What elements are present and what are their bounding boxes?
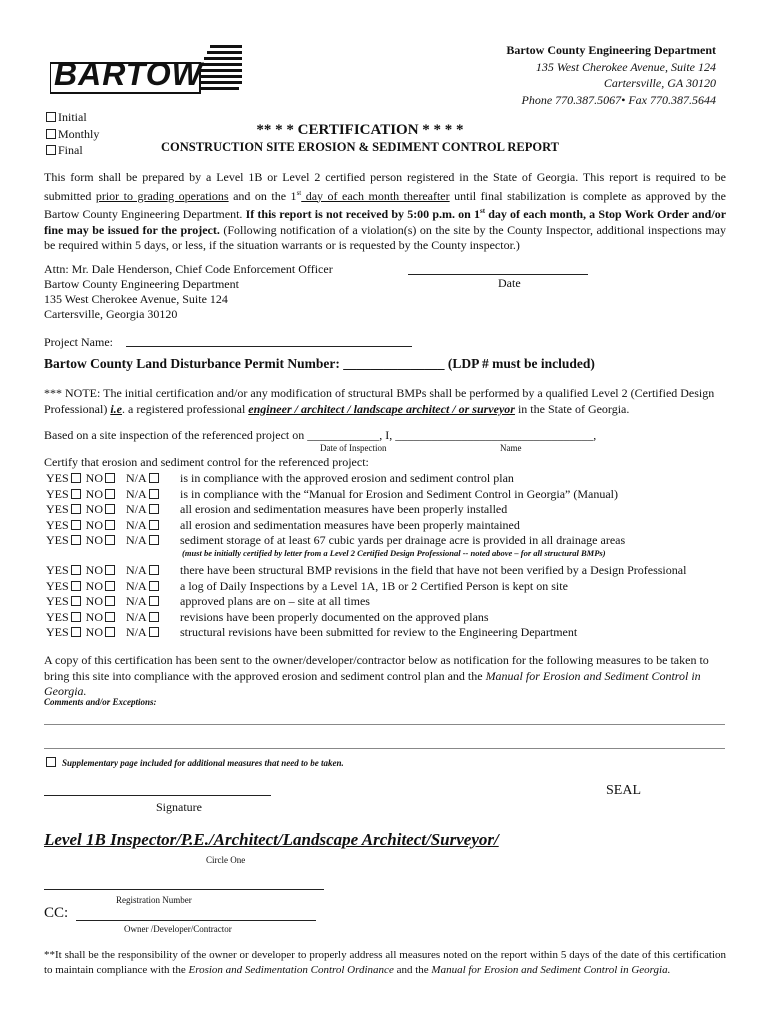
no-checkbox[interactable] xyxy=(105,489,115,499)
report-subtitle: CONSTRUCTION SITE EROSION & SEDIMENT CONTROL REPORT xyxy=(160,140,560,154)
attn-block xyxy=(44,262,333,322)
project-name-input[interactable] xyxy=(126,346,412,347)
yes-checkbox[interactable] xyxy=(71,489,81,499)
no-checkbox[interactable] xyxy=(105,520,115,530)
certify-line: Certify that erosion and sediment control for the referenced project: xyxy=(44,455,369,469)
inspector-level[interactable]: Level 1B Inspector/P.E./Architect/Landscape Architect/Surveyor/ xyxy=(44,830,499,849)
attn-line-4: Cartersville, Georgia 30120 xyxy=(44,307,178,321)
check-row: YES NO N/A is in compliance with the approved erosion and sediment control plan xyxy=(46,471,514,485)
na-checkbox[interactable] xyxy=(149,596,159,606)
bmp-note: (must be initially certified by letter from a Level 2 Certified Design Professional -- noted above – for all structural BMPs) xyxy=(182,548,606,558)
comments-label: Comments and/or Exceptions: xyxy=(44,697,157,707)
intro-paragraph: This form shall be prepared by a Level 1B or Level 2 certified person registered in the State of Georgia. This report is required to be submitted prior to grading operations and on the 1st day of each month thereafter until final stabilization is complete as approved by the Bartow County Engineering Department. If this report is not received by 5:00 p.m. on 1st day of each month, a Stop Work Order and/or fine may be issued for the project. (Following notification of a violation(s) on the site by the County Inspector, additional inspections may be required within 5 days, or less, if the situation warrants or is requested by the County inspector.) xyxy=(44,170,727,252)
initial-checkbox[interactable] xyxy=(46,112,56,122)
na-checkbox[interactable] xyxy=(149,535,159,545)
based-on-line: Based on a site inspection of the referenced project on ____________, I, _________________________________, xyxy=(44,428,597,442)
attn-line-2: Bartow County Engineering Department xyxy=(44,277,239,291)
attn-line-1: Attn: Mr. Dale Henderson, Chief Code Enforcement Officer xyxy=(44,262,333,276)
na-checkbox[interactable] xyxy=(149,612,159,622)
na-checkbox[interactable] xyxy=(149,504,159,514)
header-address xyxy=(420,42,716,108)
no-checkbox[interactable] xyxy=(105,504,115,514)
yes-checkbox[interactable] xyxy=(71,596,81,606)
registration-label: Registration Number xyxy=(116,895,192,905)
note-paragraph: *** NOTE: The initial certification and/or any modification of structural BMPs shall be performed by a qualified Level 2 (Certified Design Professional) i.e. a registered professional engineer / architect / landscape architect / or surveyor in the State of Georgia. xyxy=(44,386,715,416)
address-line-2: Cartersville, GA 30120 xyxy=(603,76,716,90)
na-checkbox[interactable] xyxy=(149,473,159,483)
yes-checkbox[interactable] xyxy=(71,535,81,545)
no-checkbox[interactable] xyxy=(105,596,115,606)
yes-checkbox[interactable] xyxy=(71,581,81,591)
yes-checkbox[interactable] xyxy=(71,627,81,637)
monthly-checkbox[interactable] xyxy=(46,129,56,139)
supplementary-checkbox[interactable] xyxy=(46,757,56,767)
signature-label: Signature xyxy=(156,800,202,814)
supplementary-row xyxy=(44,753,344,771)
check-row: YES NO N/A all erosion and sedimentation measures have been properly maintained xyxy=(46,517,520,532)
na-checkbox[interactable] xyxy=(149,581,159,591)
check-row: YES NO N/A all erosion and sedimentation measures have been properly installed xyxy=(46,502,508,516)
copy-paragraph: A copy of this certification has been sent to the owner/developer/contractor below as notification for the following measures to be taken to bring this site into compliance with the approved erosion and sediment control plan and the Manual for Erosion and Sediment Control in Georgia. xyxy=(44,653,709,698)
final-label: Final xyxy=(58,143,83,157)
no-checkbox[interactable] xyxy=(105,535,115,545)
dept-name: Bartow County Engineering Department xyxy=(506,43,716,57)
cc-line[interactable] xyxy=(76,920,316,921)
no-checkbox[interactable] xyxy=(105,612,115,622)
date-label: Date xyxy=(498,276,521,290)
check-row: YES NO N/A a log of Daily Inspections by a Level 1A, 1B or 2 Certified Person is kept on site xyxy=(46,578,568,593)
yes-checkbox[interactable] xyxy=(71,473,81,483)
project-name-label: Project Name: xyxy=(44,335,113,349)
supplementary-label: Supplementary page included for additional measures that need to be taken. xyxy=(62,758,344,768)
owner-label: Owner /Developer/Contractor xyxy=(124,924,232,934)
logo-text: BARTOW xyxy=(54,56,203,92)
comments-line-1[interactable] xyxy=(44,724,725,725)
report-frequency xyxy=(44,109,99,159)
date-line[interactable] xyxy=(408,274,588,275)
no-checkbox[interactable] xyxy=(105,581,115,591)
final-checkbox[interactable] xyxy=(46,145,56,155)
na-checkbox[interactable] xyxy=(149,489,159,499)
address-line-1: 135 West Cherokee Avenue, Suite 124 xyxy=(535,59,716,74)
ldp-line: Bartow County Land Disturbance Permit Number: _______________ (LDP # must be included) xyxy=(44,356,595,371)
attn-line-3: 135 West Cherokee Avenue, Suite 124 xyxy=(44,292,228,306)
date-of-inspection-label: Date of Inspection xyxy=(320,443,387,453)
check-row: YES NO N/A is in compliance with the “Manual for Erosion and Sediment Control in Georgia” (Manual) xyxy=(46,486,619,501)
check-row: YES NO N/A revisions have been properly documented on the approved plans xyxy=(46,609,489,624)
certification-title: ** * * CERTIFICATION * * * * xyxy=(256,122,464,138)
no-checkbox[interactable] xyxy=(105,627,115,637)
na-checkbox[interactable] xyxy=(149,627,159,637)
check-row: YES NO N/A structural revisions have been submitted for review to the Engineering Department xyxy=(46,625,578,639)
comments-line-2[interactable] xyxy=(44,748,725,749)
initial-label: Initial xyxy=(58,110,87,124)
no-checkbox[interactable] xyxy=(105,565,115,575)
name-label: Name xyxy=(500,443,522,453)
cc-label: CC: xyxy=(44,905,69,921)
registration-line[interactable] xyxy=(44,889,324,890)
na-checkbox[interactable] xyxy=(149,565,159,575)
footer-paragraph: **It shall be the responsibility of the owner or developer to properly address all measures noted on the report within 5 days of the date of this certification to maintain compliance with the Erosion and Sedimentation Control Ordinance and the Manual for Erosion and Sediment Control in Georgia. xyxy=(44,949,726,976)
no-checkbox[interactable] xyxy=(105,473,115,483)
phone-fax: Phone 770.387.5067• Fax 770.387.5644 xyxy=(521,92,716,107)
na-checkbox[interactable] xyxy=(149,520,159,530)
monthly-label: Monthly xyxy=(58,126,100,141)
yes-checkbox[interactable] xyxy=(71,504,81,514)
signature-line[interactable] xyxy=(44,795,271,796)
yes-checkbox[interactable] xyxy=(71,520,81,530)
logo xyxy=(50,42,245,94)
seal-label: SEAL xyxy=(606,783,641,798)
check-row: YES NO N/A there have been structural BMP revisions in the field that have not been verified by a Design Professional xyxy=(46,563,687,577)
circle-one-label: Circle One xyxy=(206,855,246,865)
check-row: YES NO N/A sediment storage of at least 67 cubic yards per drainage acre is provided in all drainage areas xyxy=(46,533,626,547)
check-row: YES NO N/A approved plans are on – site at all times xyxy=(46,594,370,608)
yes-checkbox[interactable] xyxy=(71,612,81,622)
yes-checkbox[interactable] xyxy=(71,565,81,575)
